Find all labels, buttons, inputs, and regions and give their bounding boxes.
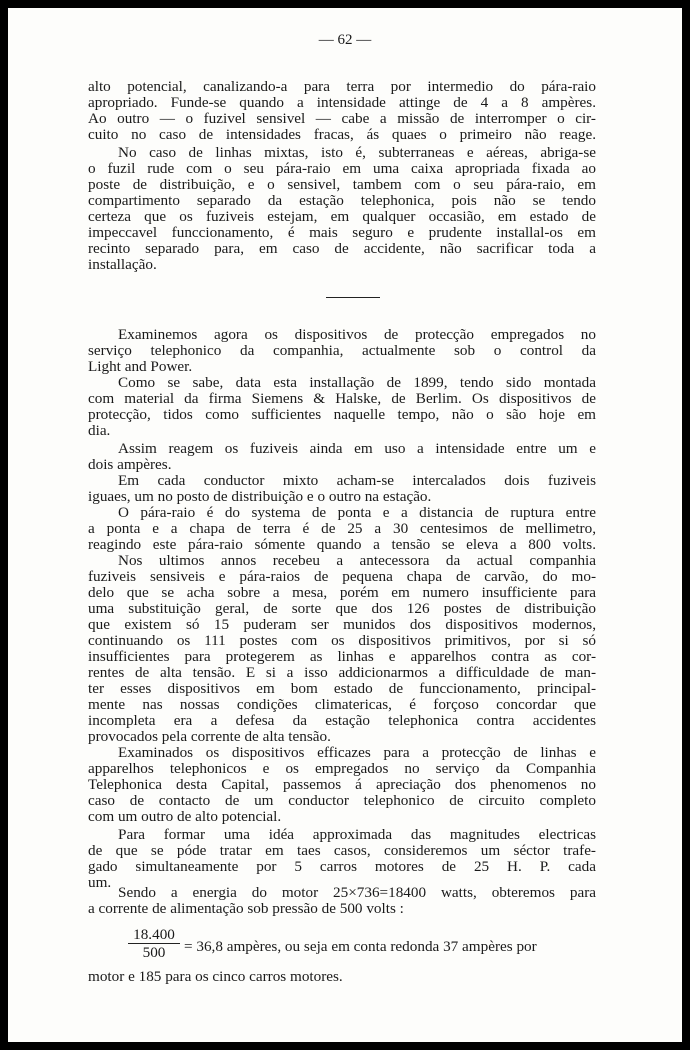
- text-line: installação.: [88, 256, 157, 273]
- fraction: [128, 926, 180, 962]
- text-line: Examinados os dispositivos efficazes para a protecção de linhas e: [118, 744, 596, 761]
- text-line: iguaes, um no posto de distribuição e o outro na estação.: [88, 488, 432, 505]
- text-line: Sendo a energia do motor 25×736=18400 watts, obteremos para: [118, 884, 596, 901]
- text-line: certeza que os fuziveis estejam, em qualquer occasião, em estado de: [88, 208, 596, 225]
- fraction-denominator: 500: [142, 944, 166, 961]
- text-line: dia.: [88, 422, 111, 439]
- text-line: apparelhos telephonicos e os empregados no serviço da Companhia: [88, 760, 596, 777]
- section-divider: [326, 297, 380, 298]
- text-line: cuito no caso de intensidades fracas, ás quaes o primeiro não reage.: [88, 126, 596, 143]
- text-line: com um outro de alto potencial.: [88, 808, 282, 825]
- formula-result: = 36,8 ampères, ou seja em conta redonda 37 ampères por: [184, 938, 537, 955]
- text-line: um.: [88, 874, 112, 891]
- text-line: compartimento separado da estação telephonica, pois não se tendo: [88, 192, 596, 209]
- text-line: serviço telephonico da companhia, actualmente sob o control da: [88, 342, 596, 359]
- text-line: motor e 185 para os cinco carros motores.: [88, 968, 343, 985]
- text-line: Como se sabe, data esta installação de 1899, tendo sido montada: [118, 374, 596, 391]
- text-line: fuziveis sensiveis e pára-raios de pequena chapa de carvão, do mo-: [88, 568, 596, 585]
- text-line: Telephonica desta Capital, passemos á apreciação dos phenomenos no: [88, 776, 596, 793]
- text-line: Em cada conductor mixto acham-se intercalados dois fuziveis: [118, 472, 596, 489]
- text-line: a corrente de alimentação sob pressão de 500 volts :: [88, 900, 404, 917]
- text-line: que existem só 15 puderam ser munidos dos dispositivos modernos,: [88, 616, 596, 633]
- page-number: — 62 —: [318, 32, 372, 48]
- text-line: Assim reagem os fuziveis ainda em uso a intensidade entre um e: [118, 440, 596, 457]
- text-line: Examinemos agora os dispositivos de protecção empregados no: [118, 326, 596, 343]
- text-line: rentes de alta tensão. E si a isso addicionarmos a difficuldade de man-: [88, 664, 596, 681]
- text-line: caso de contacto de um conductor telephonico de circuito completo: [88, 792, 596, 809]
- text-line: o fuzil rude com o seu pára-raio em uma caixa apropriada fixada ao: [88, 160, 596, 177]
- text-line: alto potencial, canalizando-a para terra por intermedio do pára-raio: [88, 78, 596, 95]
- text-line: apropriado. Funde-se quando a intensidade attinge de 4 a 8 ampères.: [88, 94, 596, 111]
- text-line: provocados pela corrente de alta tensão.: [88, 728, 331, 745]
- text-line: mente nas nossas condições climatericas, é forçoso concordar que: [88, 696, 596, 713]
- document-page: [8, 8, 682, 1042]
- text-line: poste de distribuição, e o sensivel, tambem com o seu pára-raio, em: [88, 176, 596, 193]
- text-line: impeccavel funccionamento, é mais seguro e prudente installal-os em: [88, 224, 596, 241]
- text-line: dois ampères.: [88, 456, 172, 473]
- text-line: O pára-raio é do systema de ponta e a distancia de ruptura entre: [118, 504, 596, 521]
- text-line: insufficientes para protegerem as linhas e apparelhos contra as cor-: [88, 648, 596, 665]
- text-line: No caso de linhas mixtas, isto é, subterraneas e aéreas, abriga-se: [118, 144, 596, 161]
- text-line: delo que se acha sobre a mesa, porém em numero insufficiente para: [88, 584, 596, 601]
- text-line: incompleta era a defesa da estação telephonica contra accidentes: [88, 712, 596, 729]
- text-line: Nos ultimos annos recebeu a antecessora da actual companhia: [118, 552, 596, 569]
- text-line: reagindo este pára-raio sómente quando a tensão se eleva a 800 volts.: [88, 536, 596, 553]
- text-line: gado simultaneamente por 5 carros motores de 25 H. P. cada: [88, 858, 596, 875]
- text-line: Light and Power.: [88, 358, 193, 375]
- text-line: Para formar uma idéa approximada das magnitudes electricas: [118, 826, 596, 843]
- text-line: ter esses dispositivos em bom estado de funccionamento, principal-: [88, 680, 596, 697]
- text-line: recinto separado para, em caso de accidente, não sacrificar toda a: [88, 240, 596, 257]
- text-line: protecção, tidos como sufficientes naquelle tempo, não o são hoje em: [88, 406, 596, 423]
- text-line: a ponta e a chapa de terra é de 25 a 30 centesimos de mellimetro,: [88, 520, 596, 537]
- text-line: Ao outro — o fuzivel sensivel — cabe a missão de interromper o cir-: [88, 110, 596, 127]
- text-line: continuando os 111 postes com os dispositivos primitivos, por si só: [88, 632, 596, 649]
- text-line: com material da firma Siemens & Halske, de Berlim. Os dispositivos de: [88, 390, 596, 407]
- text-line: uma substituição geral, de sorte que dos 126 postes de distribuição: [88, 600, 596, 617]
- fraction-numerator: 18.400: [128, 926, 180, 944]
- text-line: de que se póde tratar em taes casos, consideremos um séctor trafe-: [88, 842, 596, 859]
